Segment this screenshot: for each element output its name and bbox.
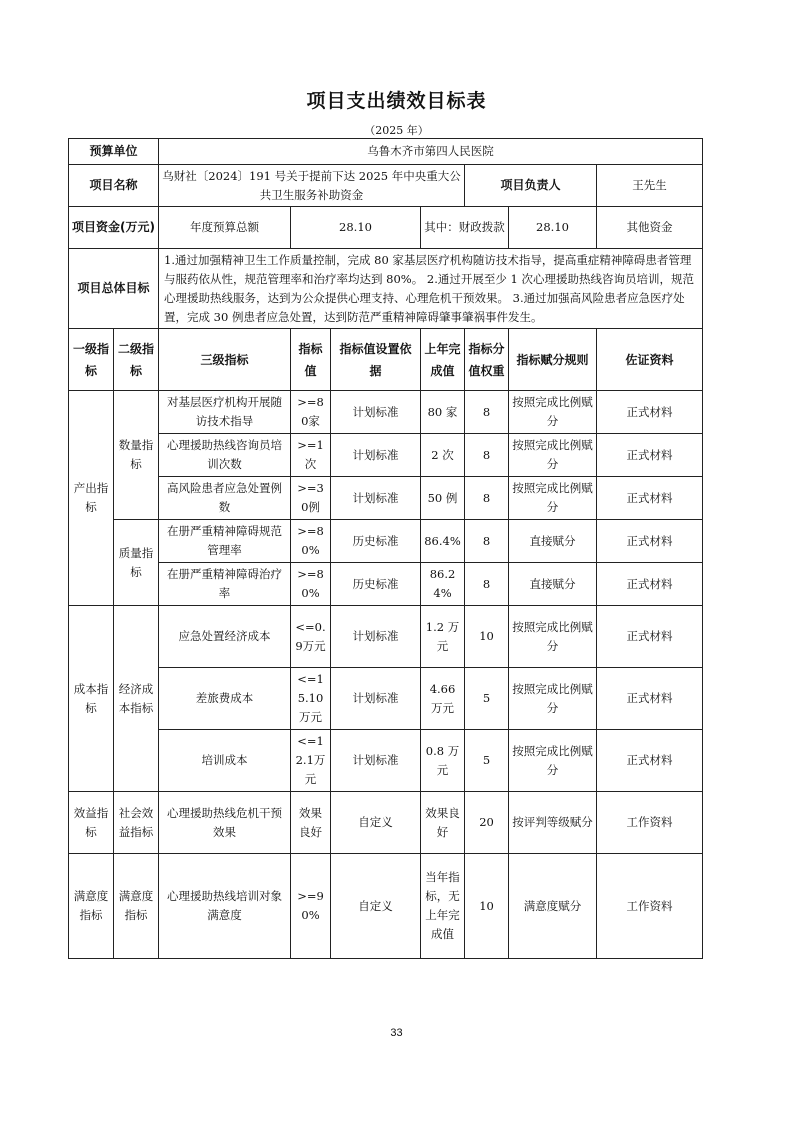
group-social-benefit: 社会效益指标: [114, 792, 159, 854]
table-row: [69, 434, 703, 477]
indicator-last: 4.66万元: [421, 668, 465, 730]
indicator-rule: 按照完成比例赋分: [509, 434, 597, 477]
indicator-name: 心理援助热线培训对象满意度: [159, 854, 291, 959]
header-target: 指标值: [291, 329, 331, 391]
project-leader-label: 项目负责人: [465, 165, 597, 207]
indicator-rule: 直接赋分: [509, 563, 597, 606]
indicator-name: 对基层医疗机构开展随访技术指导: [159, 391, 291, 434]
indicator-evidence: 正式材料: [597, 730, 703, 792]
indicator-name: 应急处置经济成本: [159, 606, 291, 668]
overall-goal-label: 项目总体目标: [69, 249, 159, 329]
indicator-basis: 历史标准: [331, 563, 421, 606]
indicator-evidence: 工作资料: [597, 854, 703, 959]
indicator-evidence: 正式材料: [597, 520, 703, 563]
indicator-weight: 8: [465, 477, 509, 520]
indicator-name: 培训成本: [159, 730, 291, 792]
table-row: [69, 668, 703, 730]
indicator-target: 效果良好: [291, 792, 331, 854]
indicator-rule: 按照完成比例赋分: [509, 477, 597, 520]
group-quality: 质量指标: [114, 520, 159, 606]
annual-budget-value: 28.10: [291, 207, 421, 249]
indicator-rule: 按照完成比例赋分: [509, 606, 597, 668]
table-row: [69, 854, 703, 959]
indicator-weight: 5: [465, 668, 509, 730]
table-row: [69, 563, 703, 606]
group-satisfaction-sub: 满意度指标: [114, 854, 159, 959]
indicator-target: >=30例: [291, 477, 331, 520]
group-benefit: 效益指标: [69, 792, 114, 854]
indicator-last: 86.4%: [421, 520, 465, 563]
performance-table: [68, 138, 703, 959]
indicator-target: >=80家: [291, 391, 331, 434]
indicator-name: 心理援助热线咨询员培训次数: [159, 434, 291, 477]
indicator-rule: 按评判等级赋分: [509, 792, 597, 854]
indicator-last: 当年指标，无上年完成值: [421, 854, 465, 959]
other-funds-label: 其他资金: [597, 207, 703, 249]
indicator-basis: 计划标准: [331, 434, 421, 477]
indicator-name: 心理援助热线危机干预效果: [159, 792, 291, 854]
header-rule: 指标赋分规则: [509, 329, 597, 391]
budget-unit-row: [69, 139, 703, 165]
group-economic-cost: 经济成本指标: [114, 606, 159, 792]
header-basis: 指标值设置依据: [331, 329, 421, 391]
indicator-basis: 计划标准: [331, 391, 421, 434]
project-name-row: [69, 165, 703, 207]
table-row: [69, 477, 703, 520]
indicator-target: >=1次: [291, 434, 331, 477]
indicator-rule: 满意度赋分: [509, 854, 597, 959]
table-row: [69, 730, 703, 792]
table-row: [69, 391, 703, 434]
header-level3: 三级指标: [159, 329, 291, 391]
indicator-weight: 8: [465, 434, 509, 477]
group-quantity: 数量指标: [114, 391, 159, 520]
indicator-basis: 历史标准: [331, 520, 421, 563]
indicator-basis: 计划标准: [331, 606, 421, 668]
indicator-rule: 按照完成比例赋分: [509, 668, 597, 730]
budget-unit-value: 乌鲁木齐市第四人民医院: [159, 139, 703, 165]
indicator-weight: 20: [465, 792, 509, 854]
page-title: 项目支出绩效目标表: [306, 90, 487, 112]
project-name-label: 项目名称: [69, 165, 159, 207]
indicator-target: >=80%: [291, 520, 331, 563]
indicator-basis: 自定义: [331, 792, 421, 854]
header-weight: 指标分值权重: [465, 329, 509, 391]
overall-goal-row: [69, 249, 703, 329]
indicator-weight: 8: [465, 563, 509, 606]
indicator-rule: 按照完成比例赋分: [509, 730, 597, 792]
indicator-name: 高风险患者应急处置例数: [159, 477, 291, 520]
indicator-evidence: 正式材料: [597, 563, 703, 606]
indicator-last: 0.8 万元: [421, 730, 465, 792]
indicator-evidence: 正式材料: [597, 606, 703, 668]
header-row: [69, 329, 703, 391]
project-leader-value: 王先生: [597, 165, 703, 207]
indicator-target: >=80%: [291, 563, 331, 606]
table-row: [69, 606, 703, 668]
indicator-last: 1.2 万元: [421, 606, 465, 668]
table-row: [69, 792, 703, 854]
header-evidence: 佐证资料: [597, 329, 703, 391]
group-output: 产出指标: [69, 391, 114, 606]
indicator-evidence: 正式材料: [597, 477, 703, 520]
indicator-weight: 10: [465, 854, 509, 959]
fiscal-label: 其中：财政拨款: [421, 207, 509, 249]
project-funds-row: [69, 207, 703, 249]
year-subtitle: （2025 年）: [364, 124, 429, 137]
indicator-last: 效果良好: [421, 792, 465, 854]
indicator-basis: 自定义: [331, 854, 421, 959]
indicator-target: >=90%: [291, 854, 331, 959]
indicator-evidence: 正式材料: [597, 434, 703, 477]
group-satisfaction: 满意度指标: [69, 854, 114, 959]
indicator-evidence: 工作资料: [597, 792, 703, 854]
indicator-weight: 8: [465, 520, 509, 563]
indicator-name: 差旅费成本: [159, 668, 291, 730]
indicator-weight: 8: [465, 391, 509, 434]
overall-goal-text: 1.通过加强精神卫生工作质量控制，完成 80 家基层医疗机构随访技术指导，提高重症精神障碍患者管理与服药依从性，规范管理率和治疗率均达到 80%。 2.通过开展至少 1 次心理援助热线咨询员培训，规范心理援助热线服务，达到为公众提供心理支持、心理危机干预效果。 3.通过加强高风险患者应急医疗处置，完成 30 例患者应急处置，达到防范严重精神障碍肇事肇祸事件发生。: [159, 249, 703, 329]
indicator-rule: 直接赋分: [509, 520, 597, 563]
indicator-last: 86.24%: [421, 563, 465, 606]
indicator-evidence: 正式材料: [597, 391, 703, 434]
indicator-last: 80 家: [421, 391, 465, 434]
indicator-basis: 计划标准: [331, 668, 421, 730]
indicator-name: 在册严重精神障碍规范管理率: [159, 520, 291, 563]
indicator-basis: 计划标准: [331, 730, 421, 792]
indicator-rule: 按照完成比例赋分: [509, 391, 597, 434]
table-row: [69, 520, 703, 563]
indicator-target: <=12.1万元: [291, 730, 331, 792]
group-cost: 成本指标: [69, 606, 114, 792]
header-level1: 一级指标: [69, 329, 114, 391]
header-level2: 二级指标: [114, 329, 159, 391]
budget-unit-label: 预算单位: [69, 139, 159, 165]
indicator-target: <=15.10万元: [291, 668, 331, 730]
indicator-evidence: 正式材料: [597, 668, 703, 730]
indicator-target: <=0.9万元: [291, 606, 331, 668]
indicator-name: 在册严重精神障碍治疗率: [159, 563, 291, 606]
project-funds-label: 项目资金(万元): [69, 207, 159, 249]
indicator-weight: 10: [465, 606, 509, 668]
annual-budget-label: 年度预算总额: [159, 207, 291, 249]
header-last-year: 上年完成值: [421, 329, 465, 391]
indicator-basis: 计划标准: [331, 477, 421, 520]
indicator-last: 2 次: [421, 434, 465, 477]
indicator-last: 50 例: [421, 477, 465, 520]
page-number: 33: [390, 1027, 403, 1039]
project-name-value: 乌财社〔2024〕191 号关于提前下达 2025 年中央重大公共卫生服务补助资金: [159, 165, 465, 207]
fiscal-value: 28.10: [509, 207, 597, 249]
indicator-weight: 5: [465, 730, 509, 792]
